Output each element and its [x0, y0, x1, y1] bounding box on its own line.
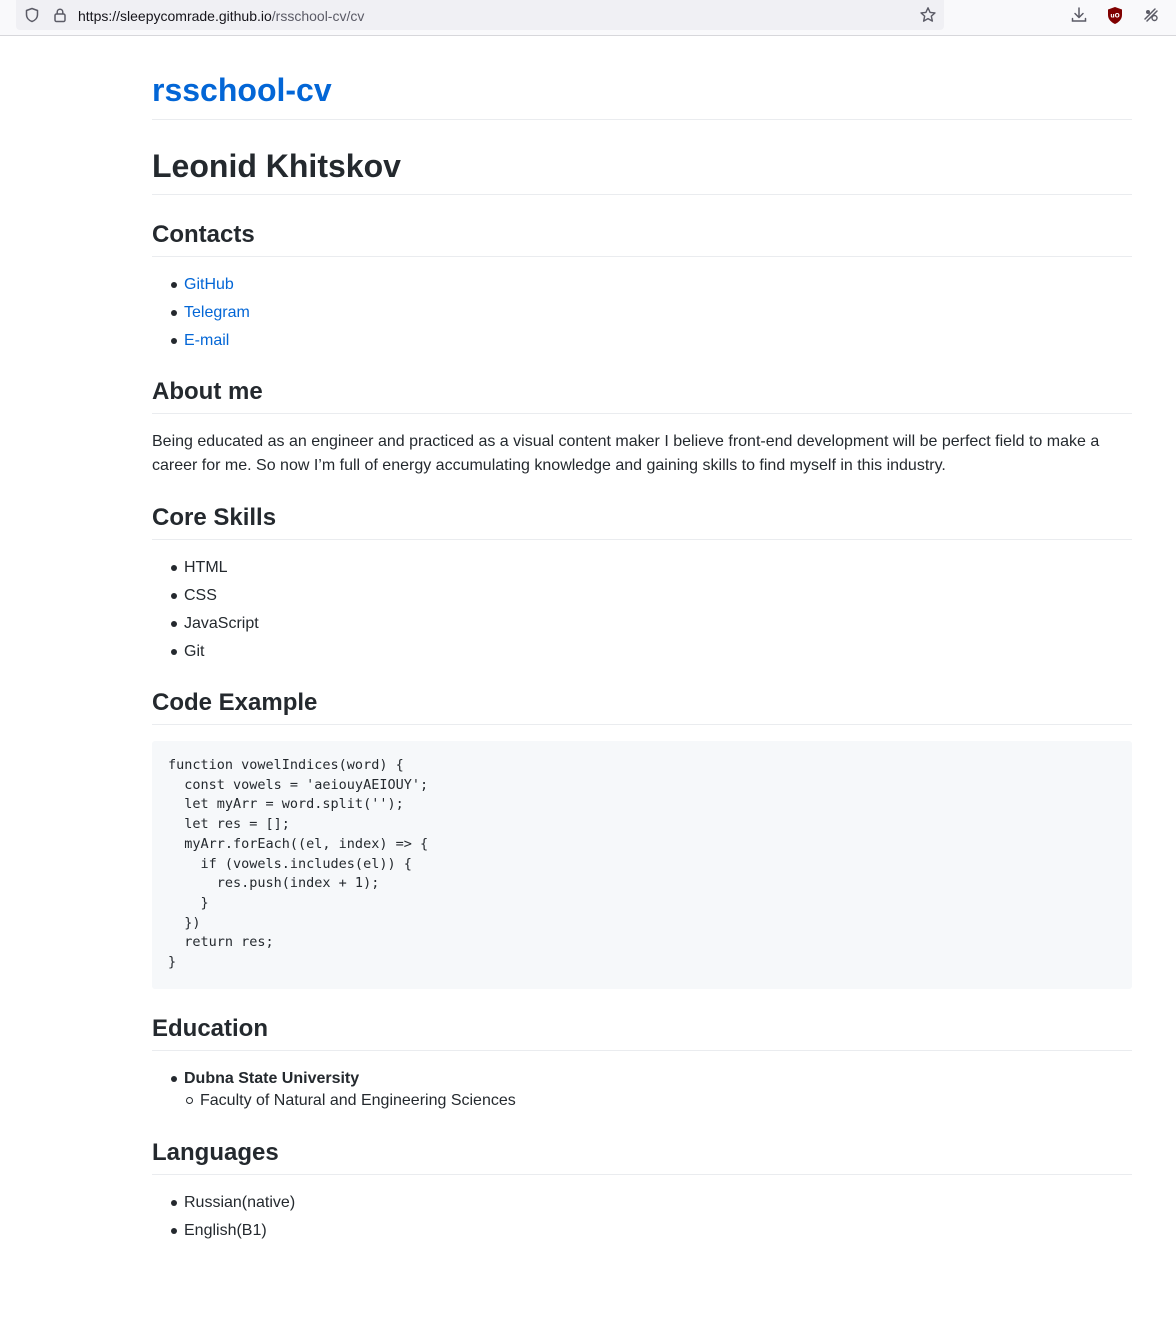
page-content — [152, 36, 1132, 1245]
site-title-link[interactable]: rsschool-cv — [152, 72, 332, 108]
code-heading: Code Example — [152, 689, 318, 716]
browser-toolbar — [0, 0, 1176, 36]
list-item: HTML — [168, 554, 1132, 582]
code-block: function vowelIndices(word) { const vowels = 'aeiouyAEIOUY'; let myArr = word.split(''); let res = []; myArr.forEach((el, index) => { if (vowels.includes(el)) { res.push(index + 1); } }) return res; } — [152, 741, 1132, 989]
email-link[interactable]: E-mail — [184, 332, 230, 349]
divider — [152, 724, 1132, 725]
bookmark-star-icon[interactable] — [919, 6, 937, 29]
url-domain: https://sleepycomrade.github.io — [78, 8, 272, 24]
page-title: Leonid Khitskov — [152, 148, 401, 184]
list-item: Git — [168, 638, 1132, 666]
list-item: English(B1) — [168, 1217, 1132, 1245]
list-item: JavaScript — [168, 610, 1132, 638]
education-heading: Education — [152, 1015, 269, 1042]
list-item — [168, 327, 1132, 355]
list-item: CSS — [168, 582, 1132, 610]
list-item: Russian(native) — [168, 1189, 1132, 1217]
divider — [152, 413, 1132, 414]
telegram-link[interactable]: Telegram — [184, 304, 250, 321]
url-bar[interactable] — [16, 0, 944, 30]
contacts-heading: Contacts — [152, 221, 255, 248]
divider — [152, 119, 1132, 120]
faculty-item: Faculty of Natural and Engineering Sciences — [168, 1089, 1132, 1113]
languages-list — [168, 1189, 1132, 1245]
divider — [152, 1174, 1132, 1175]
shield-icon[interactable] — [24, 7, 40, 28]
extension-icon[interactable] — [1142, 6, 1160, 29]
university-item: Dubna State University — [168, 1065, 1132, 1093]
lock-icon[interactable] — [52, 7, 68, 28]
list-item — [168, 271, 1132, 299]
about-text: Being educated as an engineer and practiced as a visual content maker I believe front-end development will be perfect field to make a career for me. So now I’m full of energy accumulating knowledge and gaining skills to find myself in this industry. — [152, 433, 1100, 474]
svg-text:uO: uO — [1110, 12, 1120, 20]
url-text[interactable] — [78, 7, 364, 25]
skills-list — [168, 554, 1132, 666]
languages-heading: Languages — [152, 1139, 279, 1166]
url-path: /rsschool-cv/cv — [271, 8, 365, 24]
skills-heading: Core Skills — [152, 504, 277, 531]
divider — [152, 256, 1132, 257]
divider — [152, 539, 1132, 540]
ublock-icon[interactable] — [1106, 6, 1124, 30]
github-link[interactable]: GitHub — [184, 276, 234, 293]
about-heading: About me — [152, 378, 263, 405]
contacts-list — [168, 271, 1132, 355]
divider — [152, 194, 1132, 195]
download-icon[interactable] — [1070, 6, 1088, 29]
divider — [152, 1050, 1132, 1051]
list-item — [168, 299, 1132, 327]
